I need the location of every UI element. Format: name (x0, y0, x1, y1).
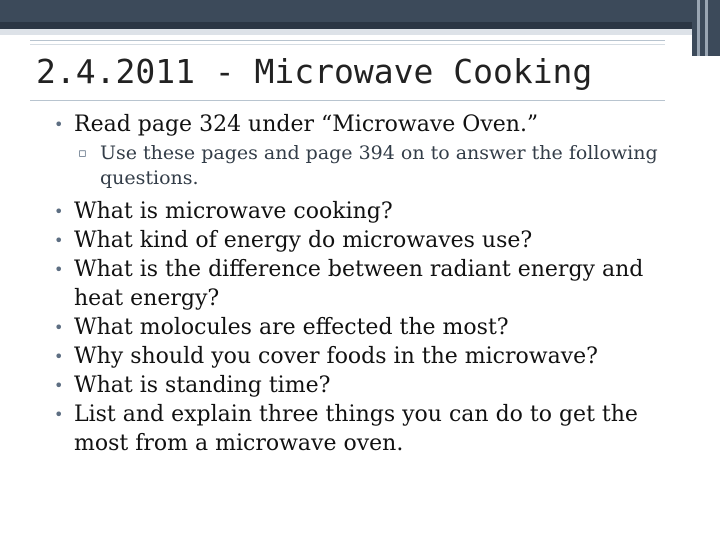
slide-title: 2.4.2011 - Microwave Cooking (36, 52, 593, 91)
bullet-text: Why should you cover foods in the microwave? (74, 344, 598, 369)
bullet-marker: • (54, 260, 64, 279)
sub-bullet-item (52, 141, 672, 191)
sub-bullet-marker: ▫ (78, 146, 87, 161)
bullet-text: What kind of energy do microwaves use? (74, 228, 533, 253)
top-banner-stripe (0, 22, 720, 29)
bullet-item (52, 313, 672, 342)
bullet-item (52, 400, 672, 458)
bullet-text: What molocules are effected the most? (74, 315, 509, 340)
bullet-marker: • (54, 115, 64, 134)
corner-line (697, 0, 700, 56)
top-banner-light-stripe (0, 29, 720, 35)
bullet-item (52, 110, 672, 139)
bullet-marker: • (54, 231, 64, 250)
bullet-text: What is microwave cooking? (74, 199, 393, 224)
bullet-text: Read page 324 under “Microwave Oven.” (74, 112, 539, 137)
title-rule (30, 44, 665, 45)
bullet-marker: • (54, 405, 64, 424)
bullet-item (52, 255, 672, 313)
bullet-item (52, 226, 672, 255)
bullet-marker: • (54, 376, 64, 395)
bullet-marker: • (54, 347, 64, 366)
title-underline (30, 100, 665, 101)
bullet-item (52, 197, 672, 226)
bullet-text: What is standing time? (74, 373, 331, 398)
corner-decoration (692, 0, 720, 56)
bullet-item (52, 342, 672, 371)
bullet-text: List and explain three things you can do to get the most from a microwave oven. (74, 402, 638, 456)
bullet-text: What is the difference between radiant energy and heat energy? (74, 257, 644, 311)
bullet-marker: • (54, 318, 64, 337)
title-rule (30, 40, 665, 41)
corner-line (705, 0, 708, 56)
sub-bullet-text: Use these pages and page 394 on to answer the following questions. (100, 142, 658, 189)
top-banner (0, 0, 720, 22)
bullet-item (52, 371, 672, 400)
bullet-marker: • (54, 202, 64, 221)
slide-body (52, 110, 672, 458)
